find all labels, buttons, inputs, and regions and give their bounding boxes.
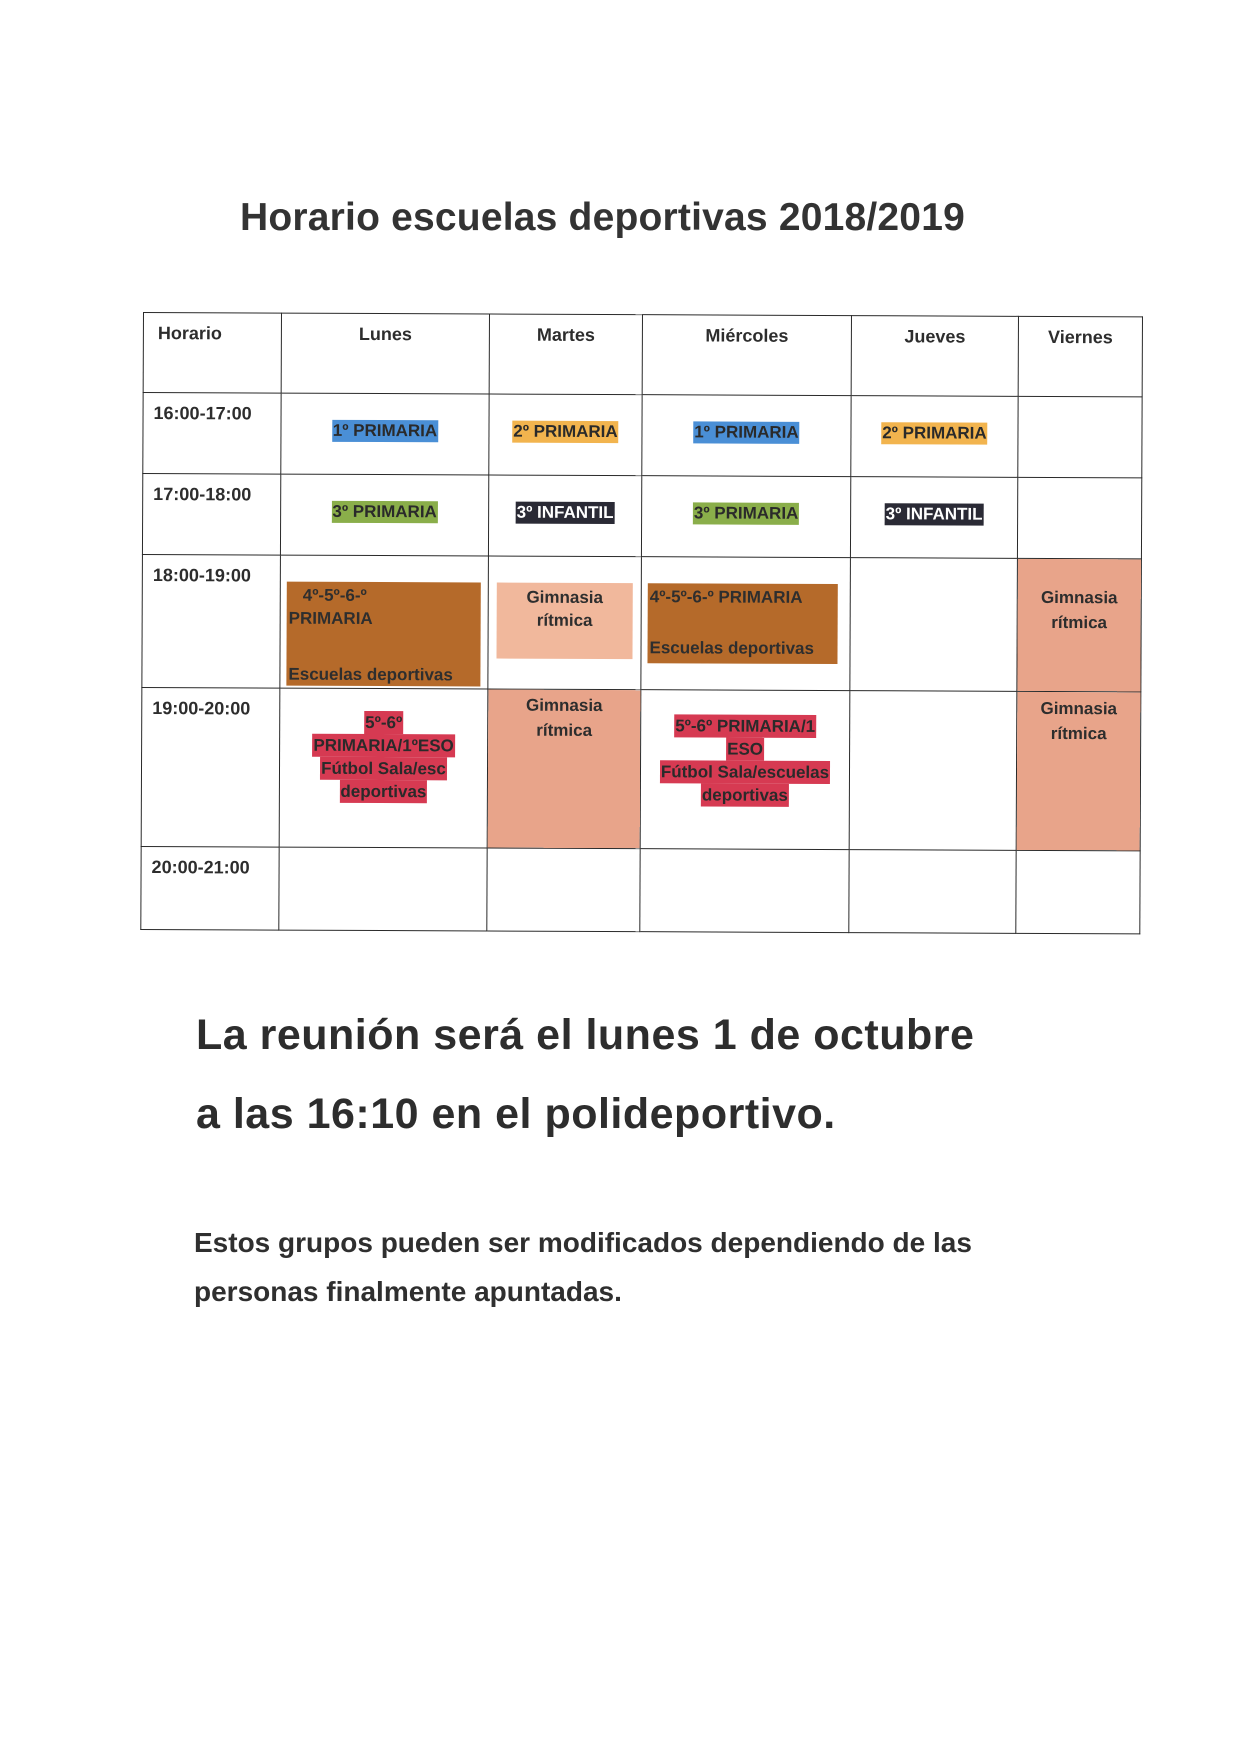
group-label: PRIMARIA bbox=[288, 608, 373, 629]
cell-viernes bbox=[1016, 691, 1141, 851]
group-label: 3º INFANTIL bbox=[516, 502, 615, 524]
cell-martes bbox=[488, 556, 642, 690]
group-label: 3º PRIMARIA bbox=[331, 501, 438, 523]
group-label: 3º INFANTIL bbox=[885, 503, 984, 525]
group-label: PRIMARIA/1ºESO bbox=[312, 734, 454, 758]
group-label: 4º-5º-6-º PRIMARIA bbox=[649, 587, 803, 607]
table-row bbox=[141, 846, 1140, 933]
activity-label: Gimnasia bbox=[1040, 698, 1118, 719]
header-horario: Horario bbox=[143, 313, 281, 394]
cell-miercoles bbox=[641, 476, 850, 558]
activity-label: Fútbol Sala/esc bbox=[320, 757, 447, 781]
group-label: ESO bbox=[726, 738, 764, 761]
cell-martes bbox=[488, 475, 641, 557]
cell-viernes bbox=[1017, 558, 1142, 692]
activity-block bbox=[496, 583, 632, 660]
activity-label: Escuelas deportivas bbox=[288, 664, 453, 685]
cell-jueves bbox=[850, 477, 1017, 559]
activity-text bbox=[488, 690, 640, 744]
header-lunes: Lunes bbox=[281, 313, 489, 394]
cell-viernes bbox=[1018, 396, 1142, 478]
cell-lunes bbox=[281, 393, 489, 475]
cell-miercoles bbox=[641, 557, 851, 691]
activity-text bbox=[1017, 692, 1140, 747]
activity-label: deportivas bbox=[339, 780, 427, 803]
cell-lunes bbox=[280, 555, 489, 689]
cell-martes bbox=[487, 848, 640, 932]
note-text bbox=[194, 1218, 1094, 1316]
meeting-line: a las 16:10 en el polideportivo. bbox=[196, 1090, 836, 1138]
time-slot: 17:00-18:00 bbox=[142, 474, 280, 556]
table-row bbox=[142, 554, 1142, 691]
table-row bbox=[141, 687, 1141, 850]
activity-label: Gimnasia bbox=[1040, 587, 1118, 608]
header-jueves: Jueves bbox=[851, 316, 1018, 397]
meeting-line: La reunión será el lunes 1 de octubre bbox=[196, 1011, 975, 1059]
cell-lunes bbox=[279, 847, 487, 931]
time-slot: 18:00-19:00 bbox=[142, 554, 281, 688]
group-label: 1º PRIMARIA bbox=[693, 421, 800, 443]
group-label: 4º-5º-6-º bbox=[302, 585, 367, 605]
schedule-table bbox=[140, 312, 1143, 934]
cell-jueves bbox=[849, 691, 1017, 851]
group-label: 5º-6º bbox=[364, 711, 403, 734]
activity-label: rítmica bbox=[536, 610, 593, 630]
activity-label: rítmica bbox=[536, 720, 593, 740]
cell-miercoles bbox=[640, 849, 849, 933]
note-line: Estos grupos pueden ser modificados dependiendo de las bbox=[194, 1227, 972, 1258]
activity-label: deportivas bbox=[701, 783, 789, 806]
activity-label: rítmica bbox=[1050, 723, 1107, 744]
document-title: Horario escuelas deportivas 2018/2019 bbox=[240, 196, 965, 239]
header-martes: Martes bbox=[489, 314, 642, 395]
time-slot: 19:00-20:00 bbox=[141, 687, 280, 847]
activity-stack bbox=[641, 714, 849, 807]
activity-block bbox=[286, 582, 480, 687]
activity-label: Fútbol Sala/escuelas bbox=[660, 760, 830, 784]
cell-lunes bbox=[280, 474, 488, 556]
table-row bbox=[142, 474, 1141, 559]
group-label: 5º-6º PRIMARIA/1 bbox=[674, 714, 816, 738]
activity-block bbox=[647, 583, 837, 664]
cell-martes bbox=[487, 689, 641, 849]
cell-lunes bbox=[279, 688, 488, 848]
group-label: 2º PRIMARIA bbox=[881, 422, 988, 444]
activity-label: Gimnasia bbox=[525, 695, 603, 716]
cell-viernes bbox=[1017, 477, 1141, 559]
time-slot: 16:00-17:00 bbox=[143, 393, 281, 475]
cell-jueves bbox=[849, 850, 1016, 934]
activity-label: Escuelas deportivas bbox=[649, 638, 815, 658]
header-row bbox=[143, 313, 1142, 397]
cell-martes bbox=[489, 394, 642, 476]
group-label: 1º PRIMARIA bbox=[332, 420, 439, 442]
activity-stack bbox=[280, 711, 487, 804]
cell-miercoles bbox=[640, 690, 850, 850]
activity-label: rítmica bbox=[1051, 612, 1108, 633]
activity-text bbox=[1018, 559, 1141, 636]
cell-jueves bbox=[850, 558, 1018, 692]
activity-label: Gimnasia bbox=[526, 587, 604, 608]
cell-miercoles bbox=[642, 395, 851, 477]
time-slot: 20:00-21:00 bbox=[141, 846, 279, 930]
note-line: personas finalmente apuntadas. bbox=[194, 1276, 622, 1307]
group-label: 2º PRIMARIA bbox=[512, 421, 619, 443]
table-row bbox=[143, 393, 1142, 478]
cell-viernes bbox=[1016, 850, 1140, 934]
header-miercoles: Miércoles bbox=[642, 315, 851, 396]
meeting-announcement bbox=[196, 996, 1096, 1154]
header-viernes: Viernes bbox=[1018, 316, 1142, 397]
group-label: 3º PRIMARIA bbox=[693, 502, 800, 524]
cell-jueves bbox=[851, 396, 1018, 478]
